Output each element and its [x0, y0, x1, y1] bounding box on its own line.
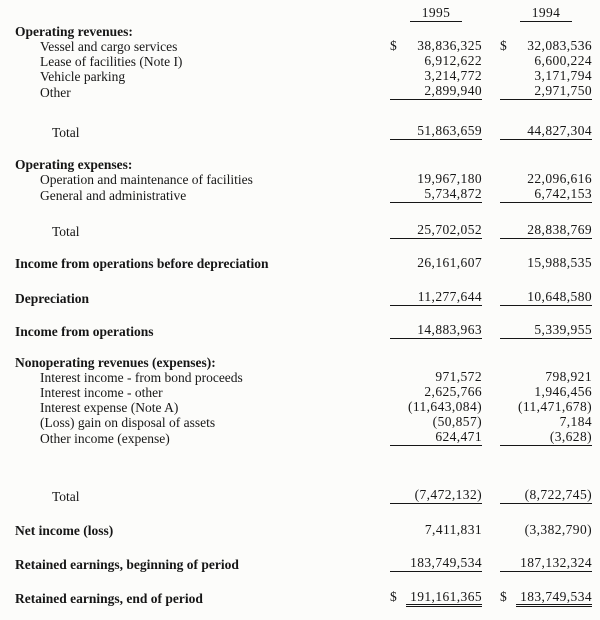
row-label: Vehicle parking: [40, 69, 126, 84]
row-operating-expenses: [15, 158, 592, 172]
value-cell-1995: [390, 39, 482, 54]
row-label: Operating revenues:: [15, 24, 133, 39]
value-cell-1995: [390, 290, 482, 306]
value: 624,471: [435, 429, 482, 444]
value-cell-1995: [390, 323, 482, 339]
value-cell-1994: [500, 69, 592, 84]
row-label: Operation and maintenance of facilities: [40, 172, 253, 187]
value: 6,600,224: [534, 53, 592, 68]
row-income-from-operations: [15, 323, 592, 339]
value: 14,883,963: [417, 322, 482, 337]
value: (3,628): [549, 429, 592, 444]
value: 183,749,534: [410, 555, 482, 570]
row-net-income-loss: [15, 523, 592, 538]
value-cell-1994: [500, 556, 592, 572]
value-cell-1995: [390, 523, 482, 538]
value: 15,988,535: [527, 255, 592, 270]
row-lease-of-facilities-note-i: [15, 54, 592, 69]
row-label: Income from operations before depreciation: [15, 256, 269, 271]
row-label: Retained earnings, beginning of period: [15, 557, 239, 572]
value-cell-1995: [390, 400, 482, 415]
value-cell-1994: [500, 590, 592, 606]
value: 22,096,616: [527, 171, 592, 186]
value: 6,742,153: [534, 186, 592, 201]
column-headers-row: [15, 6, 592, 23]
value: 187,132,324: [520, 555, 592, 570]
value: 3,171,794: [534, 68, 592, 83]
value-cell-1994: [500, 290, 592, 306]
value-cell-1995: [390, 69, 482, 84]
value: 2,899,940: [424, 83, 482, 98]
value-cell-1995: [390, 172, 482, 187]
value: 51,863,659: [417, 123, 482, 138]
row-label: Other income (expense): [40, 431, 170, 446]
row-interest-income-other: [15, 385, 592, 400]
row-label: Interest expense (Note A): [40, 400, 179, 415]
row-operating-revenues: [15, 25, 592, 39]
value: (11,643,084): [407, 399, 482, 414]
column-header-cell-1995: [390, 6, 482, 23]
row-label: General and administrative: [40, 188, 187, 203]
row-general-and-administrative: [15, 187, 592, 203]
row-vehicle-parking: [15, 69, 592, 84]
row-depreciation: [15, 290, 592, 306]
row-vessel-and-cargo-services: [15, 39, 592, 54]
row-interest-expense-note-a: [15, 400, 592, 415]
row-other-income-expense: [15, 430, 592, 446]
value: 183,749,534: [516, 590, 592, 605]
row-operation-and-maintenance-of-facilities: [15, 172, 592, 187]
value: 5,734,872: [424, 186, 482, 201]
row-total: [15, 124, 592, 140]
value: (7,472,132): [414, 487, 482, 502]
column-header-cell-1994: [500, 6, 592, 23]
column-header-1995: 1995: [410, 6, 463, 22]
value-cell-1994: [500, 256, 592, 271]
value: 44,827,304: [527, 123, 592, 138]
value-cell-1995: [390, 590, 482, 606]
value-cell-1994: [500, 488, 592, 504]
value-cell-1995: [390, 385, 482, 400]
row-income-from-operations-before-depreciation: [15, 256, 592, 271]
value: 3,214,772: [424, 68, 482, 83]
row-label: Lease of facilities (Note I): [40, 54, 183, 69]
value: 25,702,052: [417, 222, 482, 237]
value: 38,836,325: [417, 38, 482, 53]
value-cell-1995: [390, 84, 482, 100]
row-label: Total: [52, 125, 80, 140]
value-cell-1994: [500, 223, 592, 239]
value-cell-1995: [390, 370, 482, 385]
value: (3,382,790): [524, 522, 592, 537]
row-label: Operating expenses:: [15, 157, 133, 172]
row-label: Total: [52, 489, 80, 504]
row-label: Interest income - other: [40, 385, 163, 400]
value-cell-1994: [500, 370, 592, 385]
value: 2,971,750: [534, 83, 592, 98]
value-cell-1994: [500, 54, 592, 69]
value-cell-1995: [390, 430, 482, 446]
statement-rows: [15, 25, 592, 606]
row-label: Depreciation: [15, 291, 89, 306]
value: 6,912,622: [424, 53, 482, 68]
value-cell-1994: [500, 415, 592, 430]
value-cell-1995: [390, 488, 482, 504]
value: 798,921: [545, 369, 592, 384]
value-cell-1995: [390, 54, 482, 69]
value: 971,572: [435, 369, 482, 384]
value-cell-1995: [390, 124, 482, 140]
row-interest-income-from-bond-proceeds: [15, 370, 592, 385]
value: (50,857): [432, 414, 482, 429]
value-cell-1994: [500, 385, 592, 400]
value: 28,838,769: [527, 222, 592, 237]
value: 11,277,644: [417, 289, 482, 304]
value-cell-1995: [390, 187, 482, 203]
row-label: Vessel and cargo services: [40, 39, 178, 54]
value-cell-1995: [390, 256, 482, 271]
value: 191,161,365: [406, 590, 482, 605]
value: 7,411,831: [424, 522, 482, 537]
value-cell-1994: [500, 172, 592, 187]
value: 19,967,180: [417, 171, 482, 186]
row-total: [15, 223, 592, 239]
row-label: Other: [40, 85, 71, 100]
row-nonoperating-revenues-expenses: [15, 356, 592, 370]
value: 2,625,766: [424, 384, 482, 399]
column-header-1994: 1994: [520, 6, 573, 22]
value: 10,648,580: [527, 289, 592, 304]
row-loss-gain-on-disposal-of-assets: [15, 415, 592, 430]
dollar-sign: $: [500, 38, 508, 53]
row-other: [15, 84, 592, 100]
value-cell-1995: [390, 223, 482, 239]
row-retained-earnings-end-of-period: [15, 590, 592, 606]
dollar-sign: $: [500, 589, 508, 604]
row-label: (Loss) gain on disposal of assets: [40, 415, 216, 430]
value: 32,083,536: [527, 38, 592, 53]
value-cell-1994: [500, 39, 592, 54]
value: 1,946,456: [534, 384, 592, 399]
value-cell-1994: [500, 323, 592, 339]
value-cell-1994: [500, 84, 592, 100]
row-retained-earnings-beginning-of-period: [15, 556, 592, 572]
value: 26,161,607: [417, 255, 482, 270]
row-total: [15, 488, 592, 504]
value: 5,339,955: [534, 322, 592, 337]
value-cell-1994: [500, 430, 592, 446]
row-label: Income from operations: [15, 324, 154, 339]
value: 7,184: [559, 414, 592, 429]
value-cell-1994: [500, 124, 592, 140]
row-label: Interest income - from bond proceeds: [40, 370, 243, 385]
row-label: Nonoperating revenues (expenses):: [15, 355, 216, 370]
row-label: Net income (loss): [15, 523, 114, 538]
value: (8,722,745): [524, 487, 592, 502]
value-cell-1995: [390, 556, 482, 572]
value-cell-1994: [500, 523, 592, 538]
value-cell-1994: [500, 187, 592, 203]
dollar-sign: $: [390, 38, 398, 53]
value: (11,471,678): [517, 399, 592, 414]
row-label: Retained earnings, end of period: [15, 591, 203, 606]
dollar-sign: $: [390, 589, 398, 604]
value-cell-1994: [500, 400, 592, 415]
row-label: Total: [52, 224, 80, 239]
value-cell-1995: [390, 415, 482, 430]
